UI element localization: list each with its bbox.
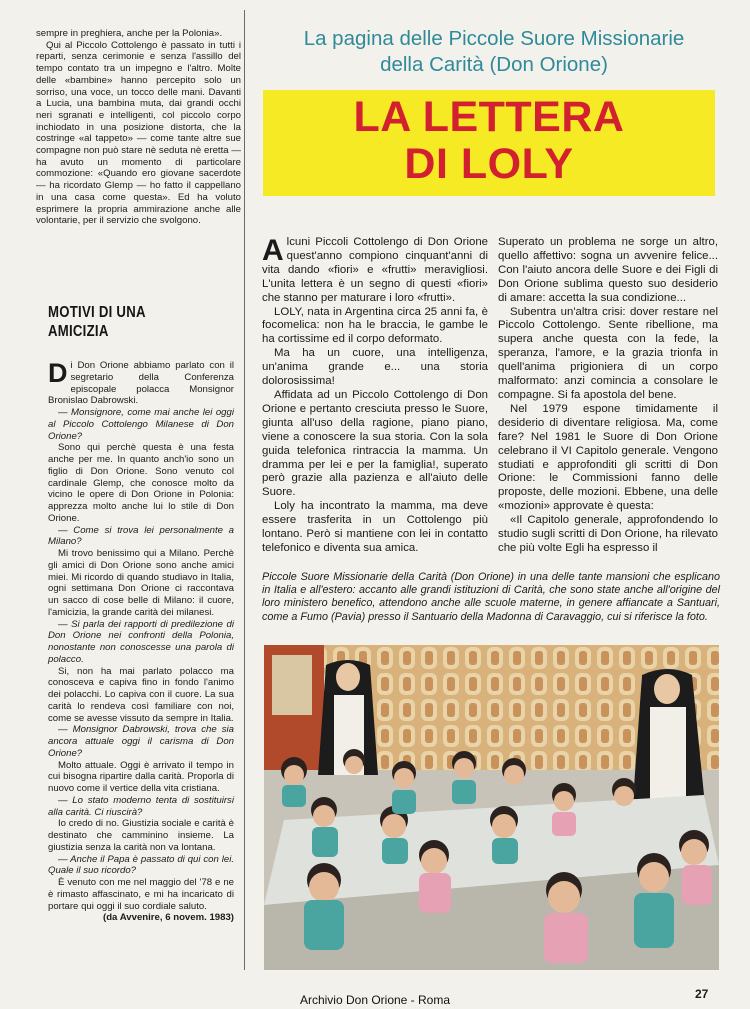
kicker-line: La pagina delle Piccole Suore Missionarie [303, 27, 685, 50]
article-column-2 [498, 236, 718, 556]
paragraph: Qui al Piccolo Cottolengo è passato in tutti i reparti, senza cerimonie e senza l'assillo del tempo contato tra un impegno e l'altro. Molte delle «bambine» hanno percepito solo un sorriso, una voce, un tocco delle mani. Davanti a Lucia, una bambina muta, dai grandi occhi neri sgranati e intelligenti, col piccolo corpo inchiodato in una posizione distorta, che la costringe «al tappeto» — come tante altre sue compagne non può stare nè seduta nè eretta — ha avuto un momento di particolare commozione: «Quando ero giovane sacerdote — ha ricordato Glemp — ho fatto il cappellano in una casa come questa». Ed ha voluto esprimere la propria ammirazione anche alle volontarie, per il servizio che svolgono. [36, 39, 241, 227]
paragraph: Subentra un'altra crisi: dover restare nel Piccolo Cottolengo. Sente ribellione, ma supera anche questa con la fede, la speranza, l'amore, e la grazia trionfa in quell'anima prigioniera di un corpo malformato: anzi comincia a consolare le compagne. Si fa apostola del bene. [498, 305, 718, 401]
answer: Io credo di no. Giustizia sociale e carità è destinato che camminino insieme. La giustizia senza la carità non va lontana. [48, 818, 234, 853]
title-line: DI LOLY [404, 140, 574, 188]
paragraph: sempre in preghiera, anche per la Polonia». [36, 28, 223, 39]
paragraph: Superato un problema ne sorge un altro, quello affettivo: sogna un avvenire felice... Con l'aiuto ancora delle Suore e dei Figli di Don Orione sublima questo suo desiderio di amare: accetta la sua condizione... [498, 236, 718, 304]
title-line: LA LETTERA [353, 93, 625, 141]
question: — Si parla dei rapporti di predilezione di Don Orione nei confronti della Polonia, nonostante non conoscesse una parola di polacco. [48, 618, 234, 665]
section-heading: MOTIVI DI UNA AMICIZIA [48, 304, 146, 340]
interview-section [48, 360, 234, 924]
question: — Monsignore, come mai anche lei oggi al Piccolo Cottolengo Milanese di Don Orione? [48, 407, 234, 442]
answer: Sono qui perchè questa è una festa anche per me. In quanto anch'io sono un figlio di Don Orione. Sono venuto col cardinale Glemp, che conosce molto da vicino le opere di Don Orione in Polonia: apprezza molto anche lui lo stile di Don Orione. [48, 442, 234, 524]
answer: Si, non ha mai parlato polacco ma conosceva e capiva fino in fondo l'animo dei polacchi. Lo capiva con il cuore. La sua carità lo rendeva così familiare con noi, come se avesse vissuto da sempre in Italia. [48, 665, 234, 724]
kicker-line: della Carità (Don Orione) [380, 53, 608, 76]
answer: È venuto con me nel maggio del '78 e ne è rimasto affascinato, e mi ha incaricato di portare qui oggi il suo cordiale saluto. [48, 877, 234, 912]
answer: Mi trovo benissimo qui a Milano. Perchè gli amici di Don Orione sono anche amici miei. Mi ricordo di quando studiavo in Italia, ogni settimana Don Orione ci raccontava un sacco di cose belle di Milano: il cuore, l'amicizia, la grande carità dei milanesi. [48, 548, 234, 618]
archive-footer: Archivio Don Orione - Roma [299, 993, 451, 1007]
paragraph: Affidata ad un Piccolo Cottolengo di Don Orione e pertanto cresciuta presso le Suore, giunta all'uso della ragione, piano piano, viene a conoscere la sua storia. Con la sola guida telefonica rintraccia la mamma. Un dramma per lei e per la famiglia!, superato però grazie alla pazienza e all'aiuto delle Suore. [262, 388, 488, 499]
column-divider [244, 10, 245, 970]
drop-cap: A [262, 234, 284, 267]
article-column-1 [262, 236, 488, 556]
paragraph-text: i Don Orione abbiamo parlato con il segretario della Conferenza episcopale polacca Monsignor Bronislao Dabrowski. [48, 360, 234, 407]
paragraph: Ma ha un cuore, una intelligenza, un'anima grande e... una storia dolorosissima! [262, 347, 488, 388]
paragraph-text: lcuni Piccoli Cottolengo di Don Orione quest'anno compiono cinquant'anni di vita dando «fiori» e «frutti» meravigliosi. L'unita lettera è un segno di questi «fiori» che stanno per maturare i loro «frutti». [262, 236, 488, 304]
paragraph: Nel 1979 espone timidamente il desiderio di diventare religiosa. Ma, come fare? Nel 1981 le Suore di Don Orione celebrano il VI Capitolo generale. Vengono studiati e approfonditi gli scritti di Don Orione: le Commissioni fanno delle proposte, delle mozioni. Ebbene, una delle «mozioni» approvate è questa: [498, 402, 718, 513]
source-citation: (da Avvenire, 6 novem. 1983) [103, 912, 234, 924]
question: — Monsignor Dabrowski, trova che sia ancora attuale oggi il carisma di Don Orione? [48, 724, 234, 759]
left-column-continuation [36, 28, 241, 227]
article-title [263, 94, 715, 188]
paragraph: LOLY, nata in Argentina circa 25 anni fa, è focomelica: non ha le braccia, le gambe le ha cortissime ed il corpo deformato. [262, 305, 488, 346]
question: — Anche il Papa è passato di qui con lei. Quale il suo ricordo? [48, 853, 234, 877]
article-intro [262, 236, 488, 306]
question: — Lo stato moderno tenta di sostituirsi alla carità. Ci riuscirà? [48, 794, 234, 818]
interview-intro [48, 360, 234, 407]
photo-caption: Piccole Suore Missionarie della Carità (Don Orione) in una delle tante mansioni che esplicano in Italia e all'estero: accanto alle grandi istituzioni di Carità, che sono state anche all'origine del loro ministero benefico, attendono anche alle scuole materne, in genere affiancate a Santuari, come a Fumo (Pavia) presso il Santuario della Madonna di Caravaggio, cui si riferisce la foto. [262, 571, 720, 623]
answer: Molto attuale. Oggi è arrivato il tempo in cui bisogna ripartire dalla carità. Proporla di nuovo come il vertice della vita cristiana. [48, 759, 234, 794]
question: — Come si trova lei personalmente a Milano? [48, 524, 234, 548]
page-number: 27 [695, 987, 709, 1001]
drop-cap: D [48, 358, 68, 388]
classroom-photo [264, 645, 719, 970]
paragraph: «Il Capitolo generale, approfondendo lo studio sugli scritti di Don Orione, ha rilevato che più volte Egli ha espresso il [498, 514, 718, 554]
kicker-title [262, 26, 726, 78]
paragraph: Loly ha incontrato la mamma, ma deve essere trasferita in un Cottolengo più lontano. Però si mantiene con lei in contatto telefonico e diventa sua amica. [262, 500, 488, 554]
